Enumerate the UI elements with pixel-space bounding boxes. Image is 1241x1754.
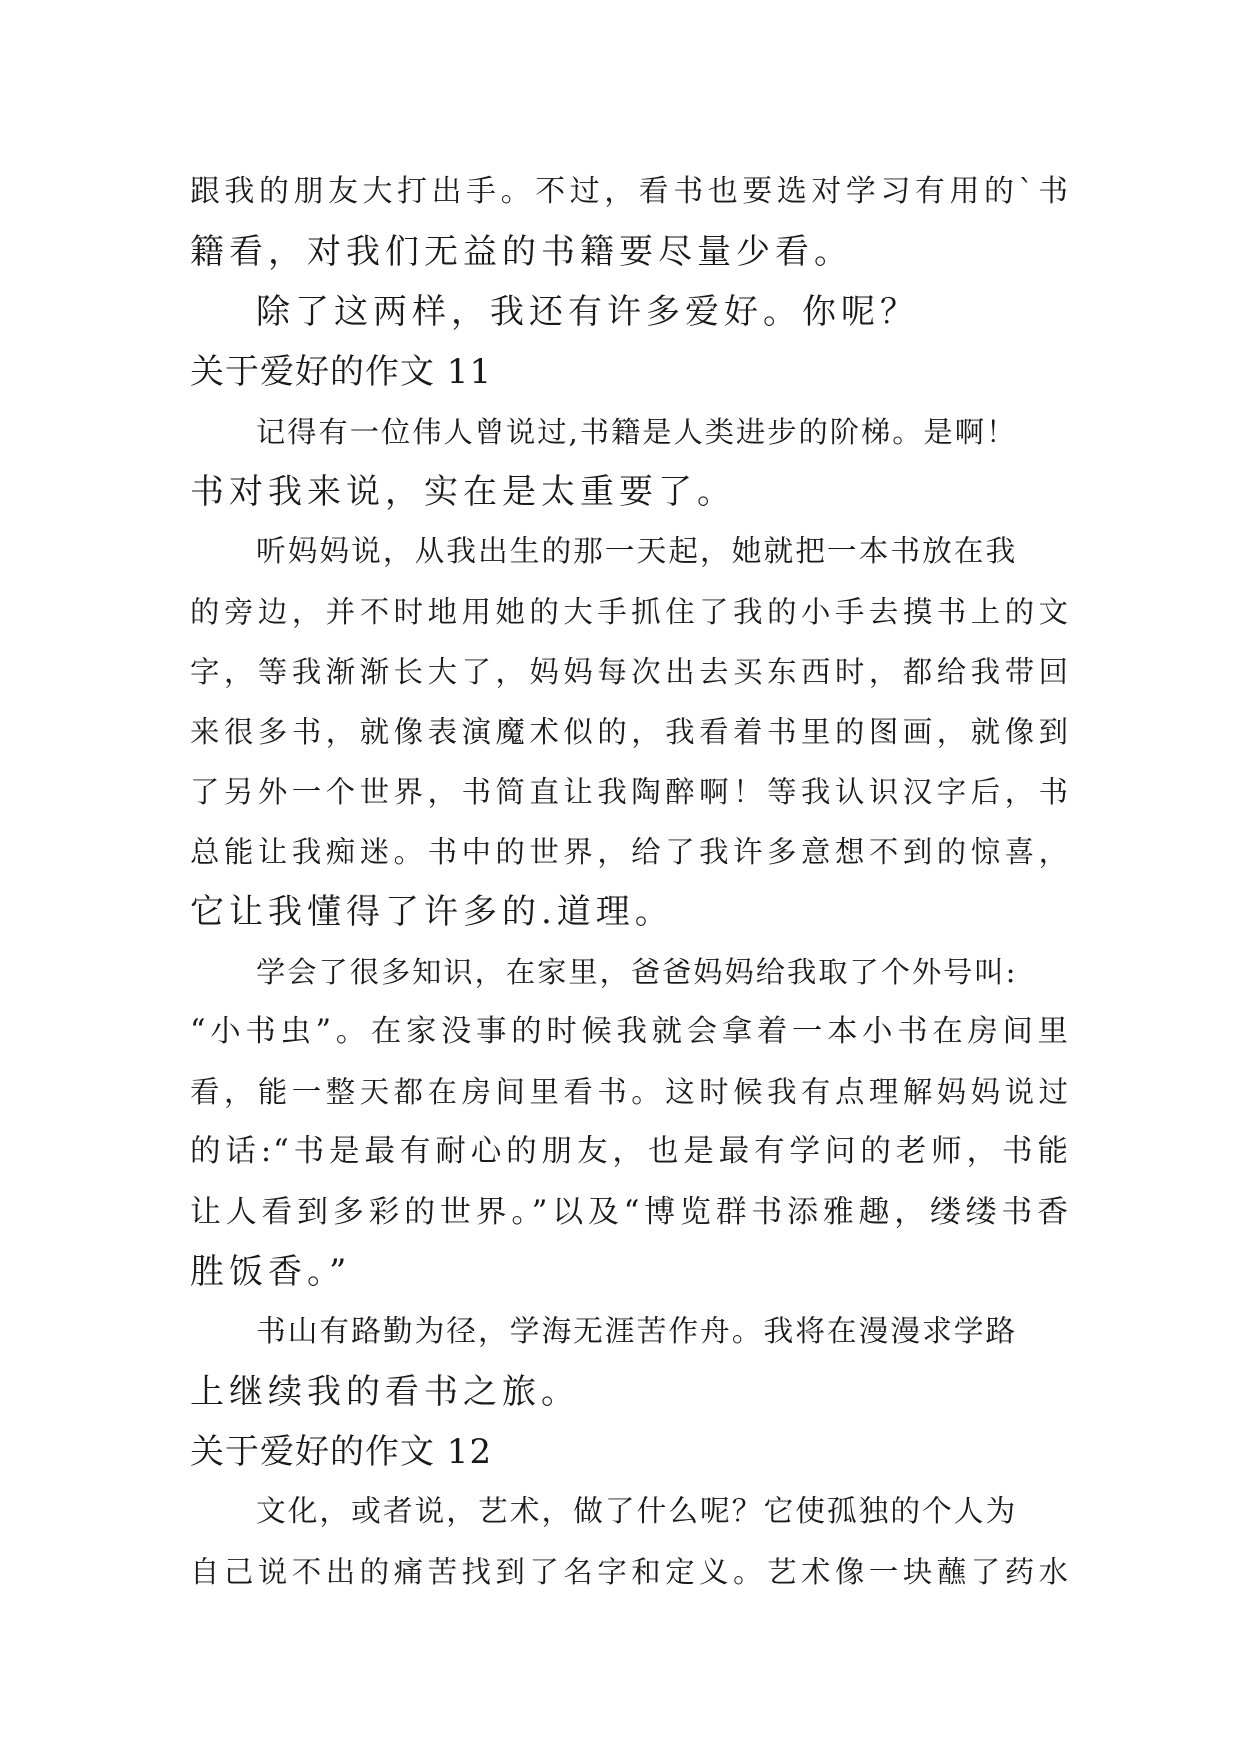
- paragraph-line: 的话:“书是最有耐心的朋友，也是最有学问的老师，书能: [190, 1134, 1070, 1169]
- paragraph-line: 它让我懂得了许多的.道理。: [190, 892, 674, 932]
- paragraph-line: 胜饭香。”: [190, 1252, 352, 1292]
- section-heading: 关于爱好的作文 11: [190, 352, 493, 392]
- paragraph-line: 了另外一个世界，书简直让我陶醉啊！等我认识汉字后，书: [190, 775, 1070, 809]
- paragraph-line: 字，等我渐渐长大了，妈妈每次出去买东西时，都给我带回: [190, 655, 1070, 689]
- paragraph-line: 文化，或者说，艺术，做了什么呢？它使孤独的个人为: [256, 1494, 1018, 1529]
- section-heading: 关于爱好的作文 12: [190, 1432, 493, 1472]
- paragraph-line: 的旁边，并不时地用她的大手抓住了我的小手去摸书上的文: [190, 595, 1070, 629]
- paragraph-line: 看，能一整天都在房间里看书。这时候我有点理解妈妈说过: [190, 1075, 1070, 1109]
- paragraph-line: 让人看到多彩的世界。”以及“博览群书添雅趣，缕缕书香: [190, 1194, 1070, 1230]
- paragraph-line: 书对我来说，实在是太重要了。: [190, 472, 736, 512]
- paragraph-line: 除了这两样，我还有许多爱好。你呢？: [256, 292, 919, 332]
- document-body: [190, 162, 1070, 1602]
- paragraph-line: 记得有一位伟人曾说过,书籍是人类进步的阶梯。是啊！: [256, 415, 1018, 449]
- paragraph-line: 来很多书，就像表演魔术似的，我看着书里的图画，就像到: [190, 715, 1070, 749]
- paragraph-line: 籍看，对我们无益的书籍要尽量少看。: [190, 232, 853, 272]
- paragraph-line: 自己说不出的痛苦找到了名字和定义。艺术像一块蘸了药水: [190, 1555, 1070, 1589]
- paragraph-line: 总能让我痴迷。书中的世界，给了我许多意想不到的惊喜，: [190, 835, 1070, 869]
- paragraph-line: 跟我的朋友大打出手。不过，看书也要选对学习有用的`书: [190, 174, 1070, 209]
- paragraph-line: 上继续我的看书之旅。: [190, 1372, 580, 1412]
- paragraph-line: “小书虫”。在家没事的时候我就会拿着一本小书在房间里: [190, 1014, 1070, 1049]
- paragraph-line: 书山有路勤为径，学海无涯苦作舟。我将在漫漫求学路: [256, 1314, 1018, 1349]
- paragraph-line: 学会了很多知识，在家里，爸爸妈妈给我取了个外号叫:: [256, 955, 1018, 989]
- paragraph-line: 听妈妈说，从我出生的那一天起，她就把一本书放在我: [256, 534, 1018, 569]
